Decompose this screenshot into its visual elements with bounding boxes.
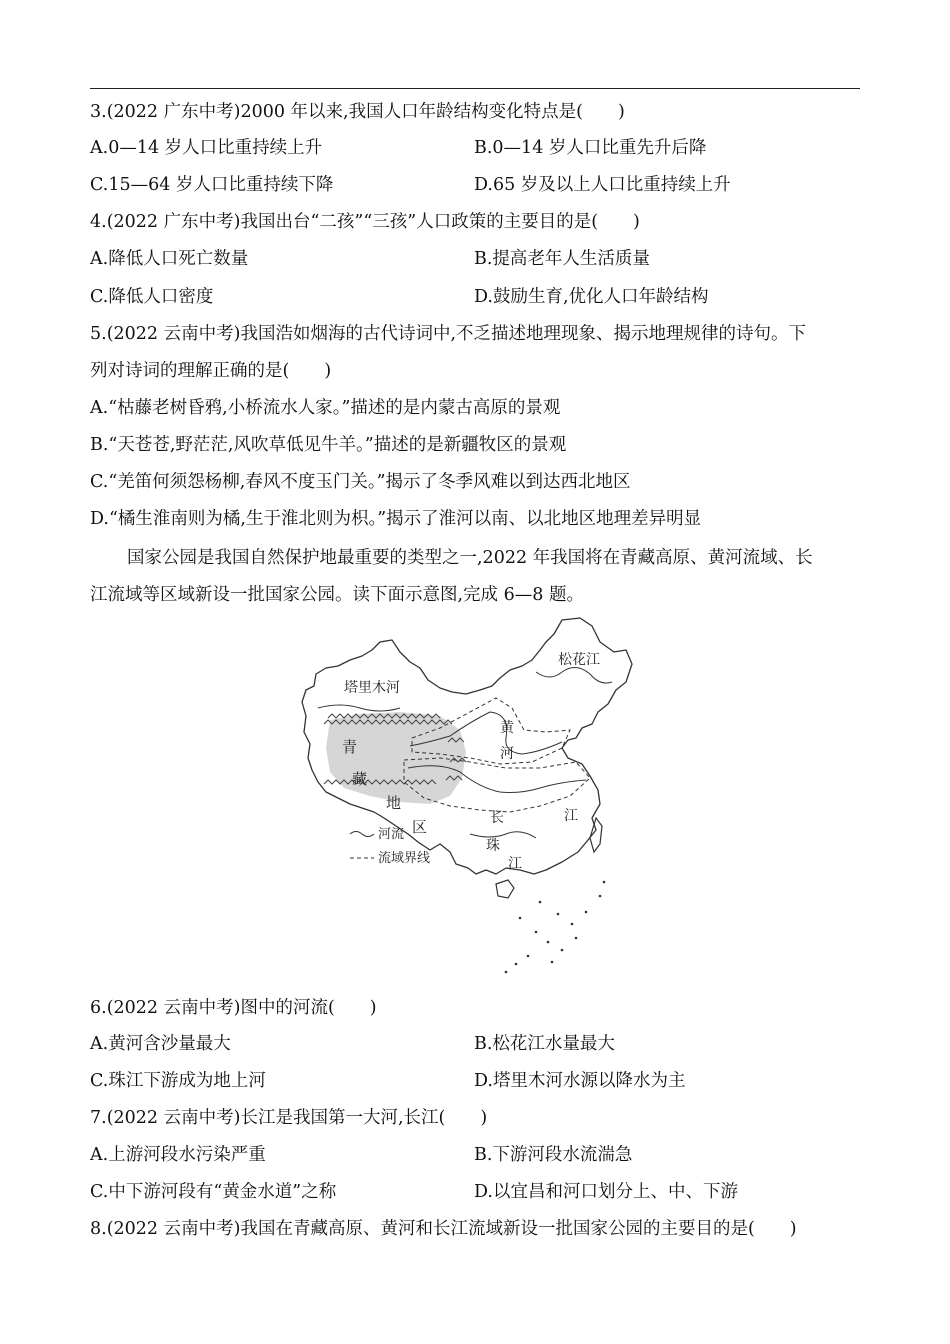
q4-option-a[interactable]: A.降低人口死亡数量 bbox=[90, 249, 249, 269]
label-tarim: 塔里木河 bbox=[344, 680, 400, 696]
q4-option-d[interactable]: D.鼓励生育,优化人口年龄结构 bbox=[474, 287, 709, 307]
pearl-river bbox=[470, 832, 536, 838]
q7-option-c[interactable]: C.中下游河段有“黄金水道”之称 bbox=[90, 1182, 337, 1202]
label-chang: 长 bbox=[490, 810, 504, 826]
q6-option-b[interactable]: B.松花江水量最大 bbox=[474, 1034, 615, 1054]
q8-stem: 8.(2022 云南中考)我国在青藏高原、黄河和长江流域新设一批国家公园的主要目的是( ) bbox=[90, 1219, 797, 1239]
q5-stem-line1: 5.(2022 云南中考)我国浩如烟海的古代诗词中,不乏描述地理现象、揭示地理规律的诗句。下 bbox=[90, 324, 807, 344]
label-jiang: 江 bbox=[564, 808, 578, 824]
label-zhu: 珠 bbox=[486, 838, 500, 854]
header-rule bbox=[90, 88, 860, 89]
q3-option-a[interactable]: A.0—14 岁人口比重持续上升 bbox=[90, 138, 323, 158]
q3-option-b[interactable]: B.0—14 岁人口比重先升后降 bbox=[474, 138, 707, 158]
legend-boundary-label: 流域界线 bbox=[378, 851, 431, 866]
legend-river-symbol bbox=[350, 832, 374, 837]
q7-stem: 7.(2022 云南中考)长江是我国第一大河,长江( ) bbox=[90, 1108, 488, 1128]
q4-stem: 4.(2022 广东中考)我国出台“二孩”“三孩”人口政策的主要目的是( ) bbox=[90, 212, 640, 232]
q6-stem: 6.(2022 云南中考)图中的河流( ) bbox=[90, 998, 377, 1018]
q6-option-d[interactable]: D.塔里木河水源以降水为主 bbox=[474, 1071, 686, 1091]
label-he: 河 bbox=[500, 746, 514, 762]
tarim-river bbox=[318, 705, 400, 711]
q6-option-a[interactable]: A.黄河含沙量最大 bbox=[90, 1034, 231, 1054]
label-huang: 黄 bbox=[500, 720, 514, 736]
label-qing: 青 bbox=[342, 738, 358, 756]
hainan-outline bbox=[496, 880, 514, 898]
q3-option-c[interactable]: C.15—64 岁人口比重持续下降 bbox=[90, 175, 334, 195]
label-qu: 区 bbox=[412, 818, 428, 836]
q5-option-d[interactable]: D.“橘生淮南则为橘,生于淮北则为枳。”揭示了淮河以南、以北地区地理差异明显 bbox=[90, 509, 702, 529]
q3-option-d[interactable]: D.65 岁及以上人口比重持续上升 bbox=[474, 175, 731, 195]
label-zhujiang: 江 bbox=[508, 856, 522, 872]
q5-stem-line2: 列对诗词的理解正确的是( ) bbox=[90, 361, 332, 381]
q3-stem: 3.(2022 广东中考)2000 年以来,我国人口年龄结构变化特点是( ) bbox=[90, 102, 625, 122]
q7-option-b[interactable]: B.下游河段水流湍急 bbox=[474, 1145, 633, 1165]
legend-river-label: 河流 bbox=[378, 827, 405, 842]
q5-option-a[interactable]: A.“枯藤老树昏鸦,小桥流水人家。”描述的是内蒙古高原的景观 bbox=[90, 398, 561, 418]
q5-option-b[interactable]: B.“天苍苍,野茫茫,风吹草低见牛羊。”描述的是新疆牧区的景观 bbox=[90, 435, 567, 455]
q6-option-c[interactable]: C.珠江下游成为地上河 bbox=[90, 1071, 266, 1091]
q7-option-a[interactable]: A.上游河段水污染严重 bbox=[90, 1145, 266, 1165]
q4-option-c[interactable]: C.降低人口密度 bbox=[90, 287, 214, 307]
china-map bbox=[300, 612, 650, 992]
songhua-river bbox=[536, 667, 612, 683]
q7-option-d[interactable]: D.以宜昌和河口划分上、中、下游 bbox=[474, 1182, 738, 1202]
q4-option-b[interactable]: B.提高老年人生活质量 bbox=[474, 249, 650, 269]
label-songhua: 松花江 bbox=[558, 652, 600, 668]
intro-line2: 江流域等区域新设一批国家公园。读下面示意图,完成 6—8 题。 bbox=[90, 585, 584, 605]
q5-option-c[interactable]: C.“羌笛何须怨杨柳,春风不度玉门关。”揭示了冬季风难以到达西北地区 bbox=[90, 472, 631, 492]
label-di: 地 bbox=[386, 794, 402, 812]
intro-line1: 国家公园是我国自然保护地最重要的类型之一,2022 年我国将在青藏高原、黄河流域、长 bbox=[127, 548, 813, 568]
south-sea-islands bbox=[505, 881, 606, 974]
label-zang: 藏 bbox=[352, 770, 368, 788]
